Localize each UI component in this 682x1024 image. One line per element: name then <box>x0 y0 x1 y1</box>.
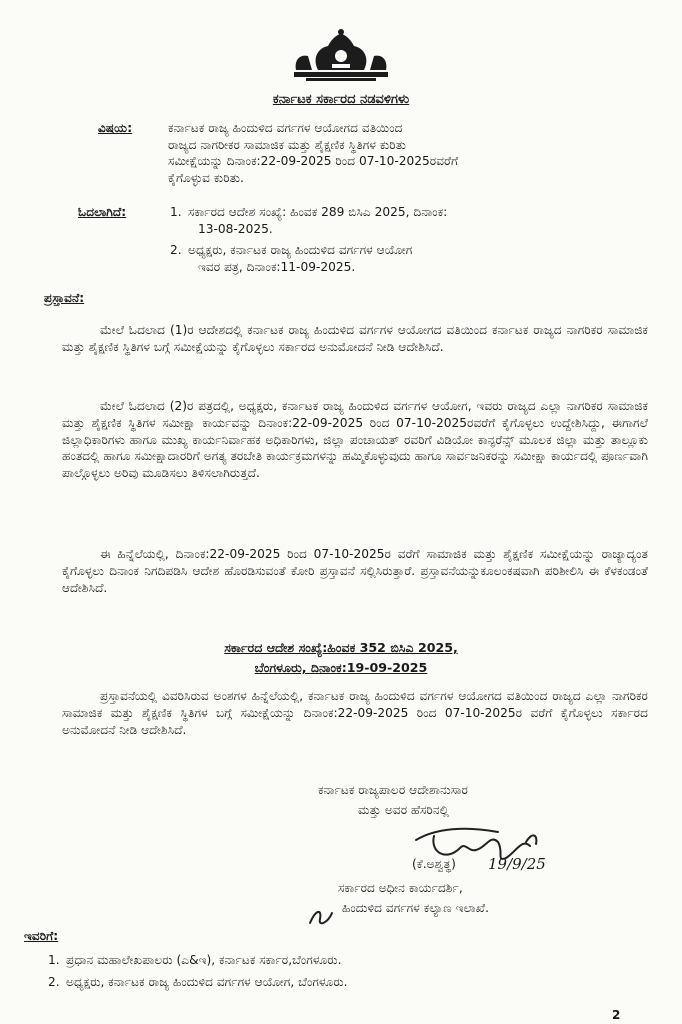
recipient-number: 1. <box>48 953 60 967</box>
recipient-item <box>48 952 341 969</box>
page-number: 2 <box>612 1008 621 1022</box>
signature-date: 19/9/25 <box>488 855 546 873</box>
subject-text <box>168 120 638 186</box>
subject-label: ವಿಷಯ: <box>98 121 133 135</box>
document-heading: ಕರ್ನಾಟಕ ಸರ್ಕಾರದ ನಡವಳಿಗಳು <box>272 92 410 107</box>
handwritten-initial <box>306 905 336 929</box>
reference-text: 13-08-2025. <box>198 221 273 236</box>
reference-item <box>170 204 640 237</box>
order-title: ಸರ್ಕಾರದ ಆದೇಶ ಸಂಖ್ಯೆ:ಹಿಂವಕ 352 ಬಿಸಿಎ 2025, <box>224 640 458 655</box>
reference-text: ಸರ್ಕಾರದ ಆದೇಶ ಸಂಖ್ಯೆ: ಹಿಂವಕ 289 ಬಿಸಿಎ 2025, ದಿನಾಂಕ: <box>188 205 448 219</box>
reference-number: 2. <box>170 243 182 257</box>
subject-line: ಸಮೀಕ್ಷೆಯನ್ನು ದಿನಾಂಕ:22-09-2025 ರಿಂದ 07-10-2025ರವರೆಗೆ <box>168 154 459 168</box>
preamble-title: ಪ್ರಸ್ತಾವನೆ: <box>44 291 85 305</box>
reference-text: ಇವರ ಪತ್ರ, ದಿನಾಂಕ:11-09-2025. <box>198 259 356 274</box>
handwritten-signature <box>406 822 586 884</box>
reference-item <box>170 242 640 275</box>
signatory-department: ಹಿಂದುಳಿದ ವರ್ಗಗಳ ಕಲ್ಯಾಣ ಇಲಾಖೆ. <box>342 901 489 915</box>
recipients-title: ಇವರಿಗೆ: <box>24 929 59 943</box>
subject-line: ಕರ್ನಾಟಕ ರಾಜ್ಯ ಹಿಂದುಳಿದ ವರ್ಗಗಳ ಆಯೋಗದ ವತಿಯಿಂದ <box>168 121 403 135</box>
reference-number: 1. <box>170 205 182 219</box>
order-place-date: ಬೆಂಗಳೂರು, ದಿನಾಂಕ:19-09-2025 <box>254 660 428 675</box>
signatory-designation: ಸರ್ಕಾರದ ಅಧೀನ ಕಾರ್ಯದರ್ಶಿ, <box>338 881 463 895</box>
karnataka-emblem-icon <box>288 28 394 86</box>
preamble-paragraph-2: ಮೇಲೆ ಓದಲಾದ (2)ರ ಪತ್ರದಲ್ಲಿ, ಅಧ್ಯಕ್ಷರು, ಕರ್ನಾಟಕ ರಾಜ್ಯ ಹಿಂದುಳಿದ ವರ್ಗಗಳ ಆಯೋಗ, ಇವರು ರಾಜ್ಯದ ಎಲ್ಲಾ ನಾಗರಿಕರ ಸಾಮಾಜಿಕ ಮತ್ತು ಶೈಕ್ಷಣಿಕ ಸ್ಥಿತಿಗಳ ಸಮೀಕ್ಷಾ ಕಾರ್ಯವನ್ನು ದಿನಾಂಕ:22-09-2025 ರಿಂದ 07-10-2025ರವರೆಗೆ ಕೈಗೊಳ್ಳಲು ಉದ್ದೇಶಿಸಿದ್ದು, ಈಗಾಗಲೆ ಜಿಲ್ಲಾಧಿಕಾರಿಗಳು ಹಾಗೂ ಮುಖ್ಯ ಕಾರ್ಯನಿರ್ವಾಹಕ ಅಧಿಕಾರಿಗಳು, ಜಿಲ್ಲಾ ಪಂಚಾಯತ್ ರವರಿಗೆ ವಿಡಿಯೋ ಕಾನ್ಫರೆನ್ಸ್ ಮೂಲಕ ಜಿಲ್ಲಾ ಮತ್ತು ತಾಲ್ಲೂಕು ಹಂತದಲ್ಲಿ ಹಾಗೂ ಸಮೀಕ್ಷಾದಾರರಿಗೆ ಅಗತ್ಯ ತರಬೇತಿ ಕಾರ್ಯಕ್ರಮಗಳನ್ನು ಹಮ್ಮಿಕೊಳ್ಳುವುದು ಹಾಗೂ ಸಾರ್ವಜನಿಕರನ್ನು ಸಮೀಕ್ಷಾ ಕಾರ್ಯದಲ್ಲಿ ಪೂರ್ಣವಾಗಿ ಪಾಲ್ಗೊಳ್ಳಲು ಅರಿವು ಮೂಡಿಸಲು ತಿಳಿಸಲಾಗಿರುತ್ತದೆ. <box>62 399 648 481</box>
signature-authority-2: ಮತ್ತು ಅವರ ಹೆಸರಿನಲ್ಲಿ <box>358 803 449 817</box>
subject-line: ರಾಜ್ಯದ ನಾಗರೀಕರ ಸಾಮಾಜಿಕ ಮತ್ತು ಶೈಕ್ಷಣಿಕ ಸ್ಥಿತಿಗಳ ಕುರಿತು <box>168 137 407 152</box>
recipient-number: 2. <box>48 975 60 989</box>
references-label: ಓದಲಾಗಿದೆ: <box>78 205 127 219</box>
recipient-text: ಅಧ್ಯಕ್ಷರು, ಕರ್ನಾಟಕ ರಾಜ್ಯ ಹಿಂದುಳಿದ ವರ್ಗಗಳ ಆಯೋಗ, ಬೆಂಗಳೂರು. <box>66 975 348 989</box>
preamble-paragraph-1: ಮೇಲೆ ಓದಲಾದ (1)ರ ಆದೇಶದಲ್ಲಿ ಕರ್ನಾಟಕ ರಾಜ್ಯ ಹಿಂದುಳಿದ ವರ್ಗಗಳ ಆಯೋಗದ ವತಿಯಿಂದ ಕರ್ನಾಟಕ ರಾಜ್ಯದ ನಾಗರಿಕರ ಸಾಮಾಜಿಕ ಮತ್ತು ಶೈಕ್ಷಣಿಕ ಸ್ಥಿತಿಗಳ ಬಗ್ಗೆ ಸಮೀಕ್ಷೆಯನ್ನು ಕೈಗೊಳ್ಳಲು ಸರ್ಕಾರದ ಅನುಮೋದನೆ ನೀಡಿ ಆದೇಶಿಸಿದೆ. <box>62 323 648 354</box>
reference-text: ಅಧ್ಯಕ್ಷರು, ಕರ್ನಾಟಕ ರಾಜ್ಯ ಹಿಂದುಳಿದ ವರ್ಗಗಳ ಆಯೋಗ <box>188 243 413 257</box>
recipient-text: ಪ್ರಧಾನ ಮಹಾಲೇಖಪಾಲರು (ಎ&ಇ), ಕರ್ನಾಟಕ ಸರ್ಕಾರ,ಬೆಂಗಳೂರು. <box>66 953 342 967</box>
recipient-item <box>48 974 348 991</box>
order-body: ಪ್ರಸ್ತಾವನೆಯಲ್ಲಿ ವಿವರಿಸಿರುವ ಅಂಶಗಳ ಹಿನ್ನೆಲೆಯಲ್ಲಿ, ಕರ್ನಾಟಕ ರಾಜ್ಯ ಹಿಂದುಳಿದ ವರ್ಗಗಳ ಆಯೋಗದ ವತಿಯಿಂದ ರಾಜ್ಯದ ಎಲ್ಲಾ ನಾಗರಿಕರ ಸಾಮಾಜಿಕ ಮತ್ತು ಶೈಕ್ಷಣಿಕ ಸ್ಥಿತಿಗಳ ಬಗ್ಗೆ ಸಮೀಕ್ಷೆಯನ್ನು ದಿನಾಂಕ:22-09-2025 ರಿಂದ 07-10-2025ರ ವರೆಗೆ ಕೈಗೊಳ್ಳಲು ಸರ್ಕಾರದ ಅನುಮೋದನೆ ನೀಡಿ ಆದೇಶಿಸಿದೆ. <box>62 689 648 737</box>
subject-line: ಕೈಗೊಳ್ಳುವ ಕುರಿತು. <box>168 170 244 185</box>
signatory-name: (ಕೆ.ಅಶ್ವತ್ಥ) <box>412 857 456 871</box>
signature-authority: ಕರ್ನಾಟಕ ರಾಜ್ಯಪಾಲರ ಆದೇಶಾನುಸಾರ <box>318 783 468 797</box>
preamble-paragraph-3: ಈ ಹಿನ್ನೆಲೆಯಲ್ಲಿ, ದಿನಾಂಕ:22-09-2025 ರಿಂದ 07-10-2025ರ ವರೆಗೆ ಸಾಮಾಜಿಕ ಮತ್ತು ಶೈಕ್ಷಣಿಕ ಸಮೀಕ್ಷೆಯನ್ನು ರಾಜ್ಯಾದ್ಯಂತ ಕೈಗೊಳ್ಳಲು ದಿನಾಂಕ ನಿಗದಿಪಡಿಸಿ ಆದೇಶ ಹೊರಡಿಸುವಂತೆ ಕೋರಿ ಪ್ರಸ್ತಾವನೆ ಸಲ್ಲಿಸಿರುತ್ತಾರೆ. ಪ್ರಸ್ತಾವನೆಯನ್ನುಕೂಲಂಕಷವಾಗಿ ಪರಿಶೀಲಿಸಿ ಈ ಕೆಳಕಂಡಂತೆ ಆದೇಶಿಸಿದೆ. <box>62 547 648 595</box>
